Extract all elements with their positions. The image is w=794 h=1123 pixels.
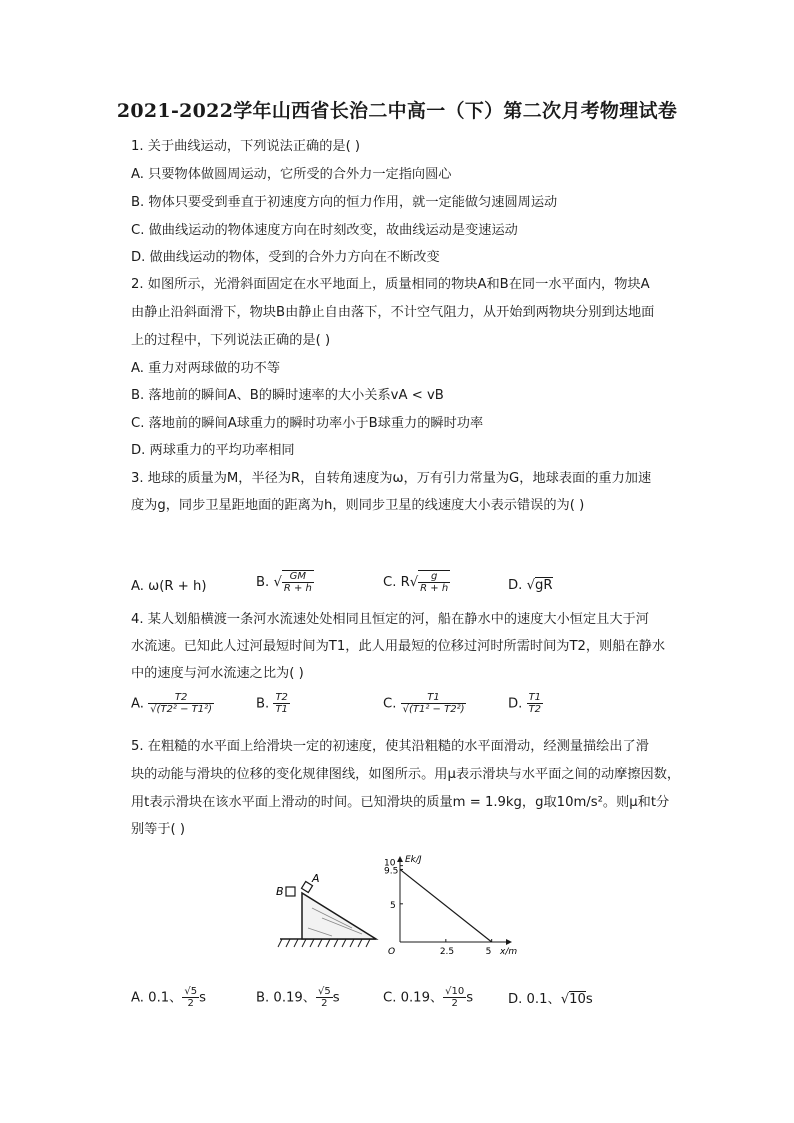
y-tick-label: 9.5 — [384, 866, 399, 877]
q5-option-c-label: C. 0.19、 — [383, 990, 444, 1006]
q3-option-d — [508, 578, 553, 593]
q3-option-a: A. ω(R + h) — [131, 579, 207, 594]
block-b — [286, 887, 295, 896]
q3-d-radicand: gR — [534, 578, 553, 593]
q5-d-radicand: 10 — [569, 992, 586, 1007]
q4-option-d — [508, 692, 543, 715]
sqrt-symbol: √ — [526, 578, 535, 593]
q3-option-c — [383, 570, 450, 594]
y-axis-label: Ek/J — [405, 855, 422, 865]
q4-b-numerator: T2 — [275, 692, 288, 703]
x-tick-origin: O — [388, 947, 396, 957]
q3-b-numerator: GM — [282, 571, 314, 583]
ek-x-chart — [378, 850, 528, 958]
q5-option-d — [508, 988, 593, 1007]
q5-a-denominator: 2 — [187, 998, 194, 1009]
label-b: B — [276, 885, 284, 898]
q5-a-numerator: √5 — [184, 986, 198, 997]
q5-d-unit: s — [585, 992, 593, 1007]
q4-option-d-label: D. — [508, 696, 523, 712]
q4-option-a-label: A. — [131, 696, 144, 712]
q2-stem-line1: 2. 如图所示，光滑斜面固定在水平地面上，质量相同的物块A和B在同一水平面内，物块A — [131, 277, 650, 292]
q1-option-d: D. 做曲线运动的物体，受到的合外力方向在不断改变 — [131, 250, 440, 265]
page-title: 2021-2022学年山西省长治二中高一（下）第二次月考物理试卷 — [116, 100, 678, 122]
q4-d-numerator: T1 — [528, 692, 542, 703]
q3-option-d-label: D. — [508, 578, 523, 593]
q5-a-unit: s — [199, 990, 206, 1006]
q2-option-a: A. 重力对两球做的功不等 — [131, 361, 281, 376]
q5-option-b-label: B. 0.19、 — [256, 990, 316, 1006]
q1-option-a: A. 只要物体做圆周运动，它所受的合外力一定指向圆心 — [131, 167, 452, 182]
q4-a-numerator: T2 — [148, 692, 214, 704]
x-axis-arrow — [506, 939, 512, 945]
q3-c-numerator: g — [418, 571, 450, 583]
q4-c-denominator: √(T1² − T2²) — [402, 704, 465, 715]
q3-b-denominator: R + h — [283, 583, 312, 594]
q2-stem-line3: 上的过程中，下列说法正确的是( ) — [131, 333, 331, 348]
q4-stem-line3: 中的速度与河水流速之比为( ) — [131, 666, 304, 681]
q5-stem-line4: 别等于( ) — [131, 822, 186, 837]
q1-option-b: B. 物体只要受到垂直于初速度方向的恒力作用，就一定能做匀速圆周运动 — [131, 195, 558, 210]
q5-c-unit: s — [466, 990, 474, 1006]
q5-option-b — [256, 986, 340, 1009]
sqrt-symbol: √ — [273, 574, 282, 590]
q4-b-denominator: T1 — [275, 704, 288, 715]
y-axis-arrow — [397, 856, 403, 862]
q5-c-denominator: 2 — [451, 998, 458, 1009]
q4-option-c — [383, 692, 466, 715]
q2-option-b: B. 落地前的瞬间A、B的瞬时速率的大小关系vA < vB — [131, 388, 444, 403]
q4-d-denominator: T2 — [528, 704, 542, 715]
q3-stem-line1: 3. 地球的质量为M，半径为R，自转角速度为ω，万有引力常量为G，地球表面的重力加速 — [131, 471, 652, 486]
y-tick-label: 10 — [384, 858, 396, 869]
q4-c-numerator: T1 — [401, 692, 467, 704]
q5-b-unit: s — [332, 990, 340, 1006]
q3-stem-line2: 度为g，同步卫星距地面的距离为h，则同步卫星的线速度大小表示错误的为( ) — [131, 498, 585, 513]
y-tick-label: 5 — [390, 900, 396, 911]
q3-option-b — [256, 570, 314, 594]
q5-stem-line3: 用t表示滑块在该水平面上滑动的时间。已知滑块的质量m = 1.9kg，g取10m/s²。则μ和t分 — [131, 795, 670, 810]
q3-c-denominator: R + h — [420, 583, 449, 594]
x-axis-label: x/m — [500, 947, 518, 957]
q5-b-denominator: 2 — [321, 998, 328, 1009]
q1-option-c: C. 做曲线运动的物体速度方向在时刻改变，故曲线运动是变速运动 — [131, 223, 518, 238]
q5-c-numerator: √10 — [445, 986, 465, 997]
q5-option-d-label: D. 0.1、 — [508, 992, 561, 1007]
q4-a-denominator: √(T2² − T1²) — [150, 704, 213, 715]
q4-option-b-label: B. — [256, 696, 270, 712]
incline-figure — [272, 868, 384, 952]
q4-option-a — [131, 692, 214, 715]
ek-line — [400, 869, 492, 942]
sqrt-symbol: √ — [560, 992, 570, 1007]
label-a: A — [312, 872, 320, 885]
sqrt-symbol: √ — [409, 574, 419, 590]
q4-option-b — [256, 692, 290, 715]
q4-stem-line2: 水流速。已知此人过河最短时间为T1，此人用最短的位移过河时所需时间为T2，则船在静水 — [131, 639, 666, 654]
ground-hatch — [278, 939, 370, 947]
q2-option-d: D. 两球重力的平均功率相同 — [131, 443, 295, 458]
q1-stem: 1. 关于曲线运动，下列说法正确的是( ) — [131, 139, 361, 154]
block-a — [301, 881, 312, 892]
q5-option-c — [383, 986, 473, 1009]
x-tick-label: 5 — [485, 947, 492, 957]
q4-stem-line1: 4. 某人划船横渡一条河水流速处处相同且恒定的河，船在静水中的速度大小恒定且大于河 — [131, 612, 649, 627]
q3-option-b-label: B. — [256, 575, 270, 590]
q2-stem-line2: 由静止沿斜面滑下，物块B由静止自由落下，不计空气阻力，从开始到两物块分别到达地面 — [131, 305, 655, 320]
x-tick-label: 2.5 — [439, 947, 455, 957]
q5-option-a-label: A. 0.1、 — [131, 990, 183, 1006]
q5-stem-line2: 块的动能与滑块的位移的变化规律图线，如图所示。用μ表示滑块与水平面之间的动摩擦因数， — [131, 767, 681, 782]
incline-wedge — [302, 893, 376, 939]
q4-option-c-label: C. — [383, 696, 397, 712]
q5-option-a — [131, 986, 206, 1009]
q2-option-c: C. 落地前的瞬间A球重力的瞬时功率小于B球重力的瞬时功率 — [131, 416, 484, 431]
q3-option-c-label: C. R — [383, 575, 410, 590]
q5-b-numerator: √5 — [317, 986, 331, 997]
q5-stem-line1: 5. 在粗糙的水平面上给滑块一定的初速度，使其沿粗糙的水平面滑动，经测量描绘出了滑 — [131, 739, 649, 754]
